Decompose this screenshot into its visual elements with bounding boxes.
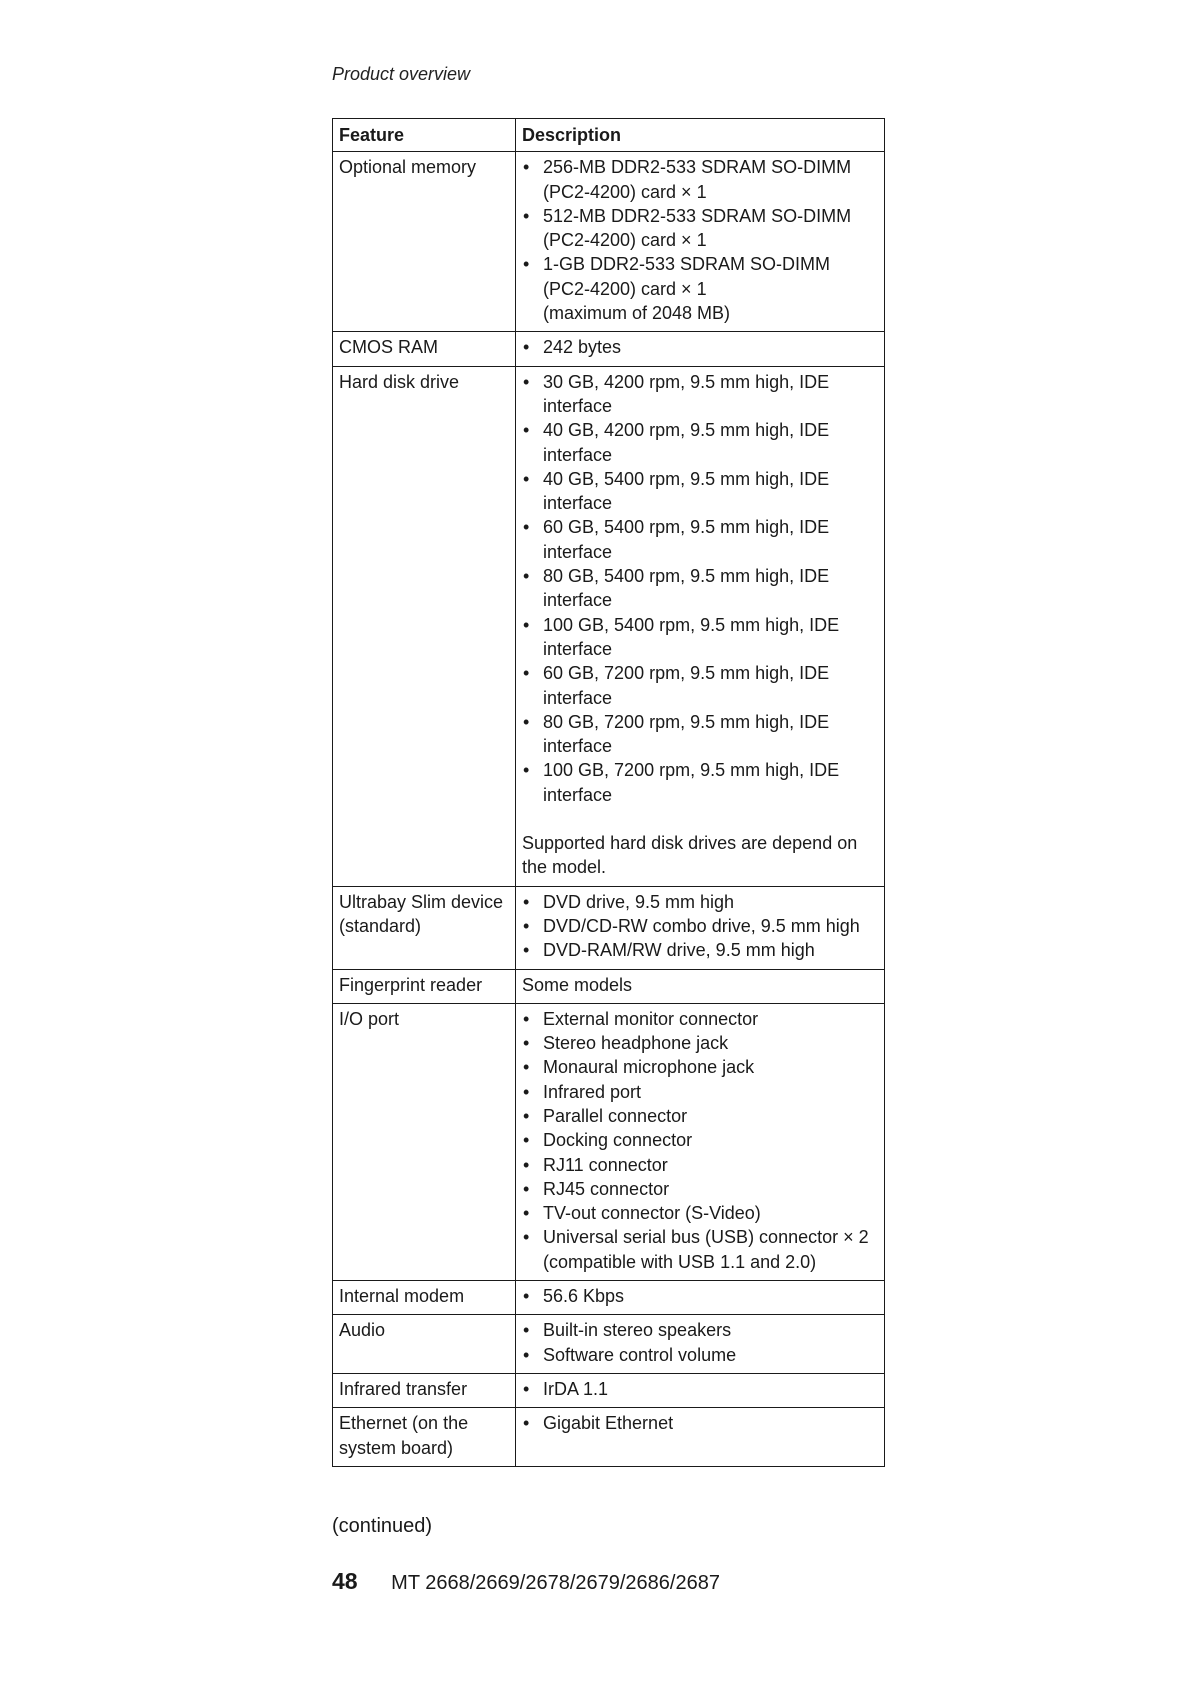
feature-cell: Infrared transfer xyxy=(333,1373,516,1407)
continued-label: (continued) xyxy=(332,1515,433,1537)
description-cell xyxy=(516,1315,885,1374)
description-cell xyxy=(516,1373,885,1407)
list-item: • Universal serial bus (USB) connector × 2 (compatible with USB 1.1 and 2.0) xyxy=(522,1225,878,1274)
header-description: Description xyxy=(516,119,885,152)
description-cell: Some models xyxy=(516,969,885,1003)
feature-cell: Fingerprint reader xyxy=(333,969,516,1003)
list-item: • IrDA 1.1 xyxy=(522,1377,878,1401)
description-cell xyxy=(516,152,885,332)
bullet-list xyxy=(522,335,878,359)
table-row xyxy=(333,1315,885,1374)
table-row xyxy=(333,366,885,886)
table-row xyxy=(333,332,885,366)
feature-table xyxy=(332,118,885,1467)
table-row xyxy=(333,886,885,969)
list-item: • 242 bytes xyxy=(522,335,878,359)
list-item: • DVD/CD-RW combo drive, 9.5 mm high xyxy=(522,914,878,938)
list-item: • External monitor connector xyxy=(522,1007,878,1031)
feature-cell: Internal modem xyxy=(333,1281,516,1315)
description-cell xyxy=(516,366,885,886)
list-item: • Gigabit Ethernet xyxy=(522,1411,878,1435)
list-item: • Infrared port xyxy=(522,1080,878,1104)
bullet-list xyxy=(522,1411,878,1435)
list-item: • RJ11 connector xyxy=(522,1153,878,1177)
bullet-list xyxy=(522,890,878,963)
feature-cell: Audio xyxy=(333,1315,516,1374)
list-item: • 100 GB, 7200 rpm, 9.5 mm high, IDE interface xyxy=(522,758,878,807)
list-item: • DVD drive, 9.5 mm high xyxy=(522,890,878,914)
bullet-list xyxy=(522,1318,878,1367)
bullet-list xyxy=(522,1284,878,1308)
page-footer xyxy=(332,1568,720,1595)
list-item: • 80 GB, 5400 rpm, 9.5 mm high, IDE interface xyxy=(522,564,878,613)
description-cell xyxy=(516,886,885,969)
list-item: • TV-out connector (S-Video) xyxy=(522,1201,878,1225)
list-item: • Monaural microphone jack xyxy=(522,1055,878,1079)
list-item: • 60 GB, 5400 rpm, 9.5 mm high, IDE interface xyxy=(522,515,878,564)
list-item: • 30 GB, 4200 rpm, 9.5 mm high, IDE interface xyxy=(522,370,878,419)
table-row xyxy=(333,152,885,332)
feature-cell: CMOS RAM xyxy=(333,332,516,366)
table-row xyxy=(333,969,885,1003)
bullet-list xyxy=(522,155,878,301)
table-row xyxy=(333,1003,885,1280)
list-item: • 40 GB, 4200 rpm, 9.5 mm high, IDE interface xyxy=(522,418,878,467)
table-row xyxy=(333,1281,885,1315)
list-item: • 80 GB, 7200 rpm, 9.5 mm high, IDE interface xyxy=(522,710,878,759)
list-item: • 40 GB, 5400 rpm, 9.5 mm high, IDE interface xyxy=(522,467,878,516)
bullet-list xyxy=(522,1007,878,1274)
list-item: • 512-MB DDR2-533 SDRAM SO-DIMM (PC2-4200) card × 1 xyxy=(522,204,878,253)
feature-cell: Ethernet (on the system board) xyxy=(333,1408,516,1467)
bullet-list xyxy=(522,1377,878,1401)
list-item: • Docking connector xyxy=(522,1128,878,1152)
list-item: • 256-MB DDR2-533 SDRAM SO-DIMM (PC2-4200) card × 1 xyxy=(522,155,878,204)
memory-maximum-note: (maximum of 2048 MB) xyxy=(543,303,731,324)
header-feature: Feature xyxy=(333,119,516,152)
footer-title: MT 2668/2669/2678/2679/2686/2687 xyxy=(391,1572,720,1594)
page-number: 48 xyxy=(332,1568,358,1594)
list-item: • 60 GB, 7200 rpm, 9.5 mm high, IDE interface xyxy=(522,661,878,710)
list-item: • Stereo headphone jack xyxy=(522,1031,878,1055)
bullet-list xyxy=(522,370,878,807)
description-cell xyxy=(516,332,885,366)
feature-cell: Hard disk drive xyxy=(333,366,516,886)
list-item: • 56.6 Kbps xyxy=(522,1284,878,1308)
list-item: • 100 GB, 5400 rpm, 9.5 mm high, IDE interface xyxy=(522,613,878,662)
feature-cell: I/O port xyxy=(333,1003,516,1280)
description-cell xyxy=(516,1281,885,1315)
feature-cell: Ultrabay Slim device (standard) xyxy=(333,886,516,969)
list-item: • Built-in stereo speakers xyxy=(522,1318,878,1342)
table-row xyxy=(333,1373,885,1407)
list-item: • Software control volume xyxy=(522,1343,878,1367)
description-cell xyxy=(516,1408,885,1467)
table-header-row xyxy=(333,119,885,152)
description-cell xyxy=(516,1003,885,1280)
feature-cell: Optional memory xyxy=(333,152,516,332)
list-item: • 1-GB DDR2-533 SDRAM SO-DIMM (PC2-4200) card × 1 xyxy=(522,252,878,301)
list-item: • Parallel connector xyxy=(522,1104,878,1128)
table-row xyxy=(333,1408,885,1467)
list-item: • DVD-RAM/RW drive, 9.5 mm high xyxy=(522,938,878,962)
running-head: Product overview xyxy=(332,64,471,84)
list-item: • RJ45 connector xyxy=(522,1177,878,1201)
hdd-support-note: Supported hard disk drives are depend on the model. xyxy=(522,833,858,878)
